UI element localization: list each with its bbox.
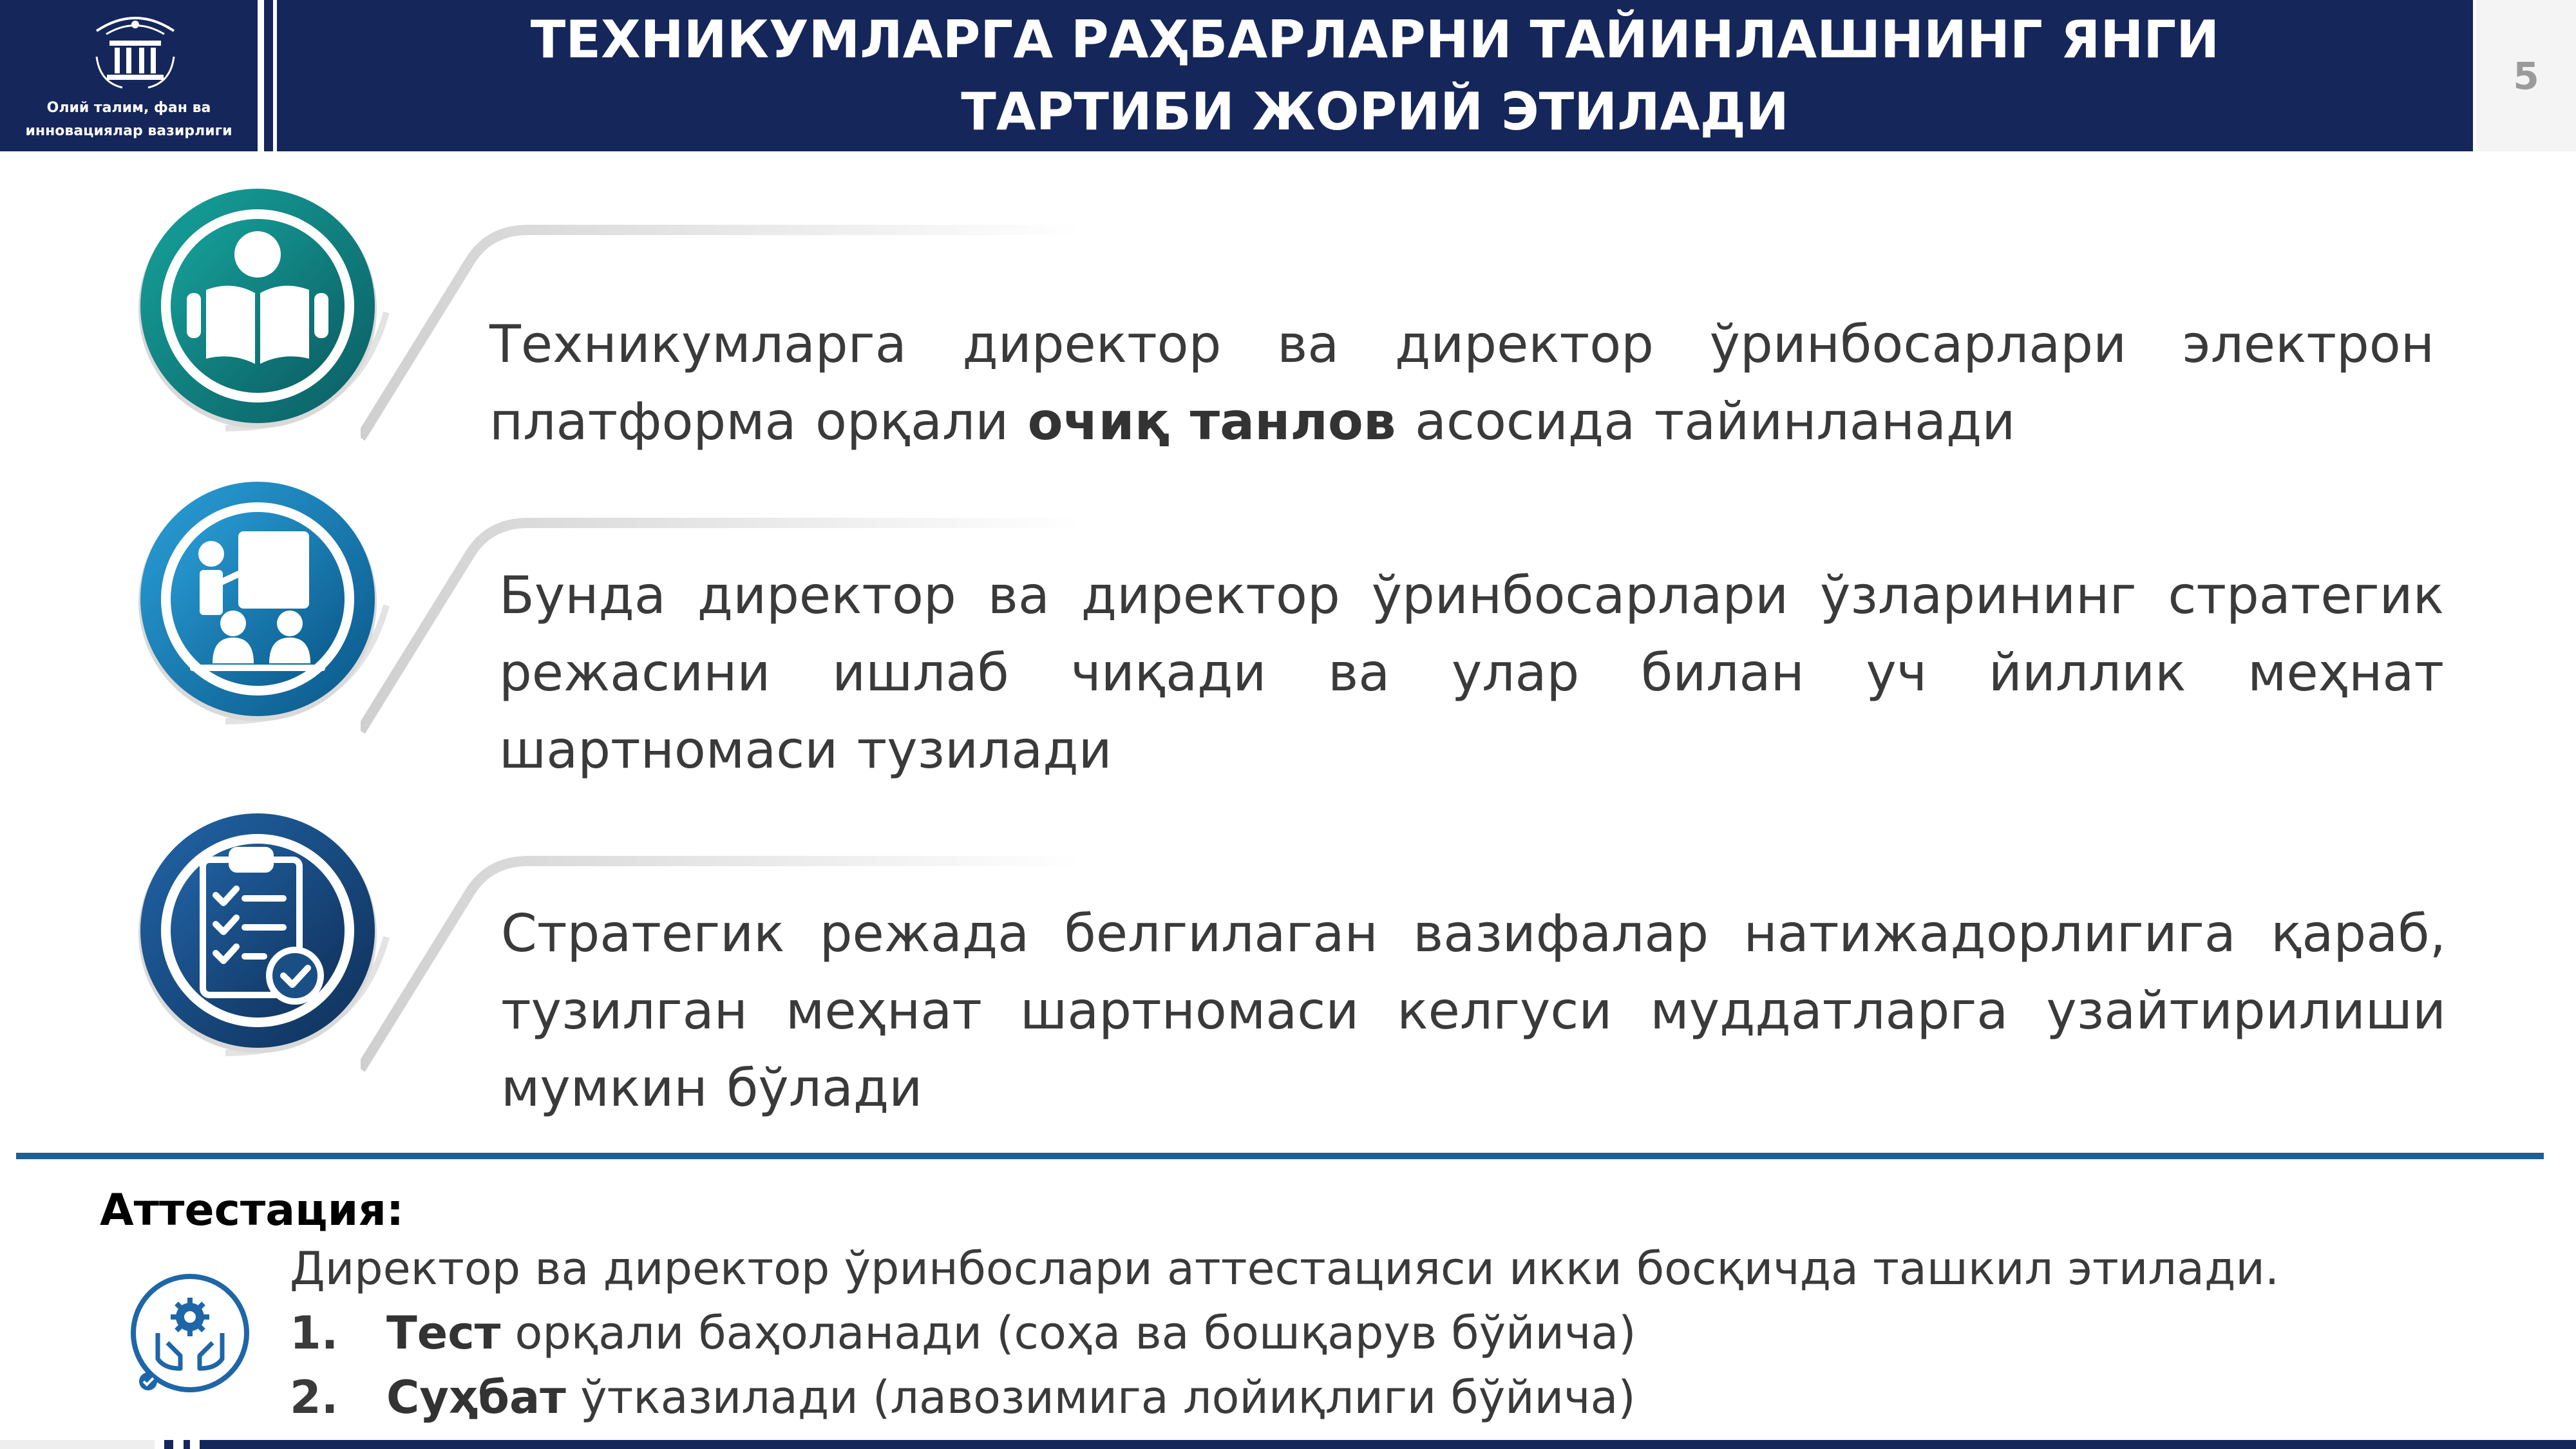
attestation-lead: Директор ва директор ўринбослари аттестацияси икки босқичда ташкил этилади.	[290, 1242, 2280, 1295]
step-text	[386, 1301, 1636, 1365]
page-title	[377, 4, 2373, 148]
page-title-line2: ТАРТИБИ ЖОРИЙ ЭТИЛАДИ	[961, 81, 1789, 142]
ministry-emblem-icon	[84, 5, 187, 95]
gear-hands-icon	[129, 1272, 251, 1394]
item-1-text-b: асосида тайинланади	[1396, 392, 2016, 451]
item-1-text	[489, 306, 2434, 460]
bottom-bar	[200, 1440, 2576, 1449]
item-1-text-a: Техникумларга директор ва директор ўринбосарлари электрон платформа орқали	[489, 314, 2434, 451]
step-bold: Тест	[386, 1307, 501, 1359]
bottom-decoration	[0, 1440, 200, 1449]
step-bold: Суҳбат	[386, 1371, 566, 1424]
step-rest: ўтказилади (лавозимига лойиқлиги бўйича)	[565, 1371, 1636, 1424]
attestation-step-2	[290, 1365, 1636, 1430]
item-1-circle	[129, 184, 399, 441]
step-number: 2.	[290, 1371, 339, 1424]
item-2-circle	[129, 477, 399, 734]
ministry-name-line1: Олий талим, фан ва	[46, 100, 211, 116]
attestation-title: Аттестация:	[100, 1185, 404, 1236]
section-divider	[16, 1153, 2544, 1159]
page-title-line1: ТЕХНИКУМЛАРГА РАҲБАРЛАРНИ ТАЙИНЛАШНИНГ ЯНГИ	[530, 9, 2220, 70]
item-1-text-bold: очиқ танлов	[1027, 392, 1396, 451]
item-3-text: Стратегик режада белгилаган вазифалар натижадорлигига қараб, тузилган меҳнат шартномаси келгуси муддатларга узайтирилиши мумкин бўлади	[501, 904, 2446, 1118]
item-3-circle	[129, 808, 399, 1066]
ministry-name	[0, 97, 258, 143]
ministry-logo-panel	[0, 0, 264, 151]
attestation-steps	[290, 1301, 1636, 1430]
title-bar	[277, 0, 2473, 151]
ministry-name-line2: инновациялар вазирлиги	[25, 123, 232, 139]
page-number: 5	[2476, 0, 2576, 151]
item-2-text: Бунда директор ва директор ўринбосарлари ўзларининг стратегик режасини ишлаб чиқади ва улар билан уч йиллик меҳнат шартномаси тузилади	[499, 565, 2444, 780]
step-number: 1.	[290, 1307, 339, 1359]
attestation-step-1	[290, 1301, 1636, 1365]
step-rest: орқали баҳоланади (соҳа ва бошқарув бўйича)	[500, 1307, 1636, 1359]
step-text	[386, 1365, 1636, 1430]
